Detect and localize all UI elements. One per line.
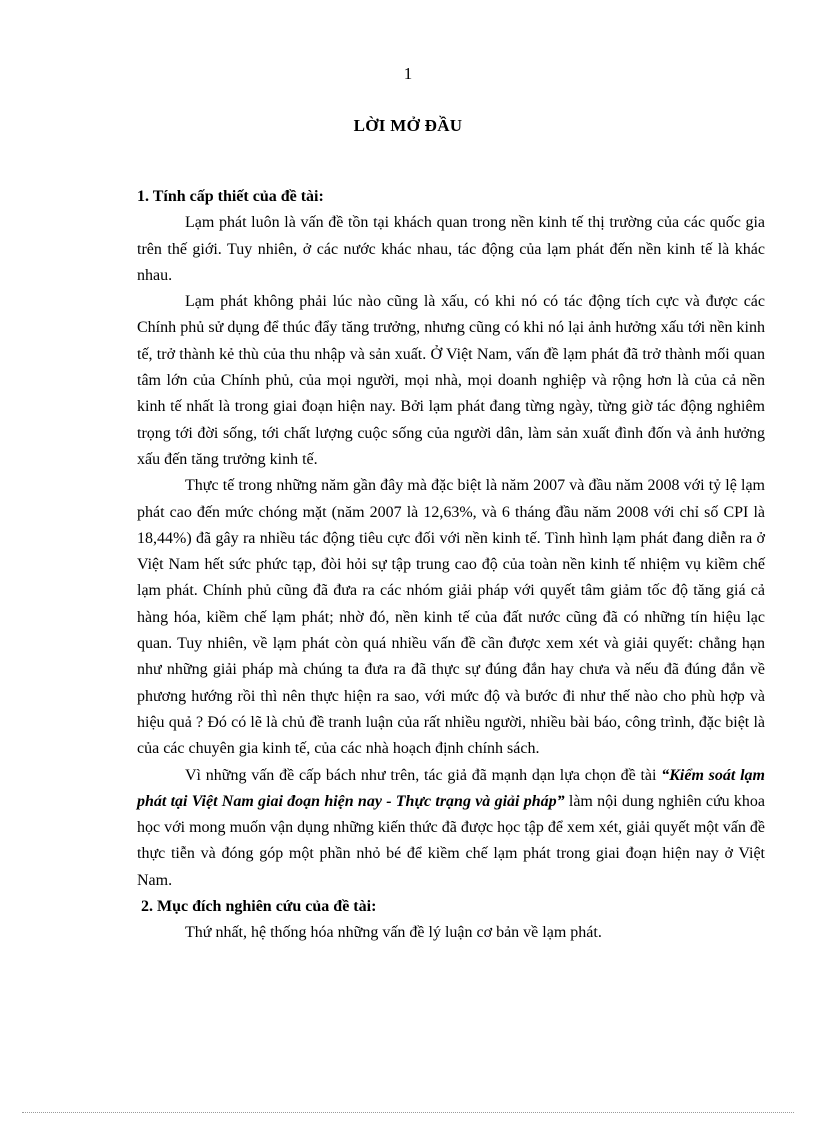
section-heading-urgency: 1. Tính cấp thiết của đề tài:	[137, 188, 324, 205]
paragraph-3: Thực tế trong những năm gần đây mà đặc biệt là năm 2007 và đầu năm 2008 với tỷ lệ lạm phát cao đến mức chóng mặt (năm 2007 là 12,63%, và 6 tháng đầu năm 2008 với chỉ số CPI là 18,44%) đã gây ra nhiều tác động tiêu cực đối với nền kinh tế. Tình hình lạm phát đang diễn ra ở Việt Nam hết sức phức tạp, đòi hỏi sự tập trung cao độ của toàn nền kinh tế nhiệm vụ kiềm chế lạm phát. Chính phủ cũng đã đưa ra các nhóm giải pháp với quyết tâm giảm tốc độ tăng giá cả hàng hóa, kiềm chế lạm phát; nhờ đó, nền kinh tế của đất nước cũng đã có những tín hiệu lạc quan. Tuy nhiên, về lạm phát còn quá nhiều vấn đề cần được xem xét và giải quyết: chẳng hạn như những giải pháp mà chúng ta đưa ra đã thực sự đúng đắn hay chưa và nếu đã đúng đắn về phương hướng rồi thì nên thực hiện ra sao, với mức độ và bước đi như thế nào cho phù hợp và hiệu quả ? Đó có lẽ là chủ đề tranh luận của rất nhiều người, nhiều bài báo, công trình, đặc biệt là của các chuyên gia kinh tế, của các nhà hoạch định chính sách.	[137, 477, 765, 758]
paragraph-4	[137, 763, 765, 894]
page-bottom-divider	[22, 1112, 794, 1113]
section-heading-purpose: 2. Mục đích nghiên cứu của đề tài:	[141, 898, 377, 916]
paragraph-4-intro: Vì những vấn đề cấp bách như trên, tác giả đã mạnh dạn lựa chọn đề tài	[185, 766, 662, 784]
paragraph-5: Thứ nhất, hệ thống hóa những vấn đề lý luận cơ bản về lạm phát.	[185, 924, 602, 942]
paragraph-2: Lạm phát không phải lúc nào cũng là xấu, có khi nó có tác động tích cực và được các Chính phủ sử dụng để thúc đẩy tăng trưởng, nhưng cũng có khi nó lại ảnh hưởng xấu tới nền kinh tế, trở thành kẻ thù của thu nhập và sản xuất. Ở Việt Nam, vấn đề lạm phát đã trở thành mối quan tâm lớn của Chính phủ, của mọi người, mọi nhà, mọi doanh nghiệp và rộng hơn là của cả nền kinh tế nhất là trong giai đoạn hiện nay. Bởi lạm phát đang từng ngày, từng giờ tác động nghiêm trọng tới đời sống, tới chất lượng cuộc sống của người dân, làm sản xuất đình đốn và ảnh hưởng xấu đến tăng trưởng kinh tế.	[137, 293, 765, 468]
document-body	[137, 184, 765, 947]
paragraph-4-rest: làm nội dung nghiên cứu khoa học với mong muốn vận dụng những kiến thức đã được học tập để xem xét, giải quyết một vấn đề thực tiễn và đóng góp một phần nhỏ bé để kiềm chế lạm phát trong giai đoạn hiện nay ở Việt Nam.	[137, 792, 766, 889]
paragraph-1: Lạm phát luôn là vấn đề tồn tại khách quan trong nền kinh tế thị trường của các quốc gia trên thế giới. Tuy nhiên, ở các nước khác nhau, tác động của lạm phát đến nền kinh tế là khác nhau.	[137, 214, 765, 284]
page-number: 1	[403, 64, 413, 83]
thesis-title: “Kiểm soát lạm phát tại Việt Nam giai đoạn hiện nay - Thực trạng và giải pháp”	[137, 766, 765, 810]
document-title: LỜI MỞ ĐẦU	[353, 116, 463, 135]
